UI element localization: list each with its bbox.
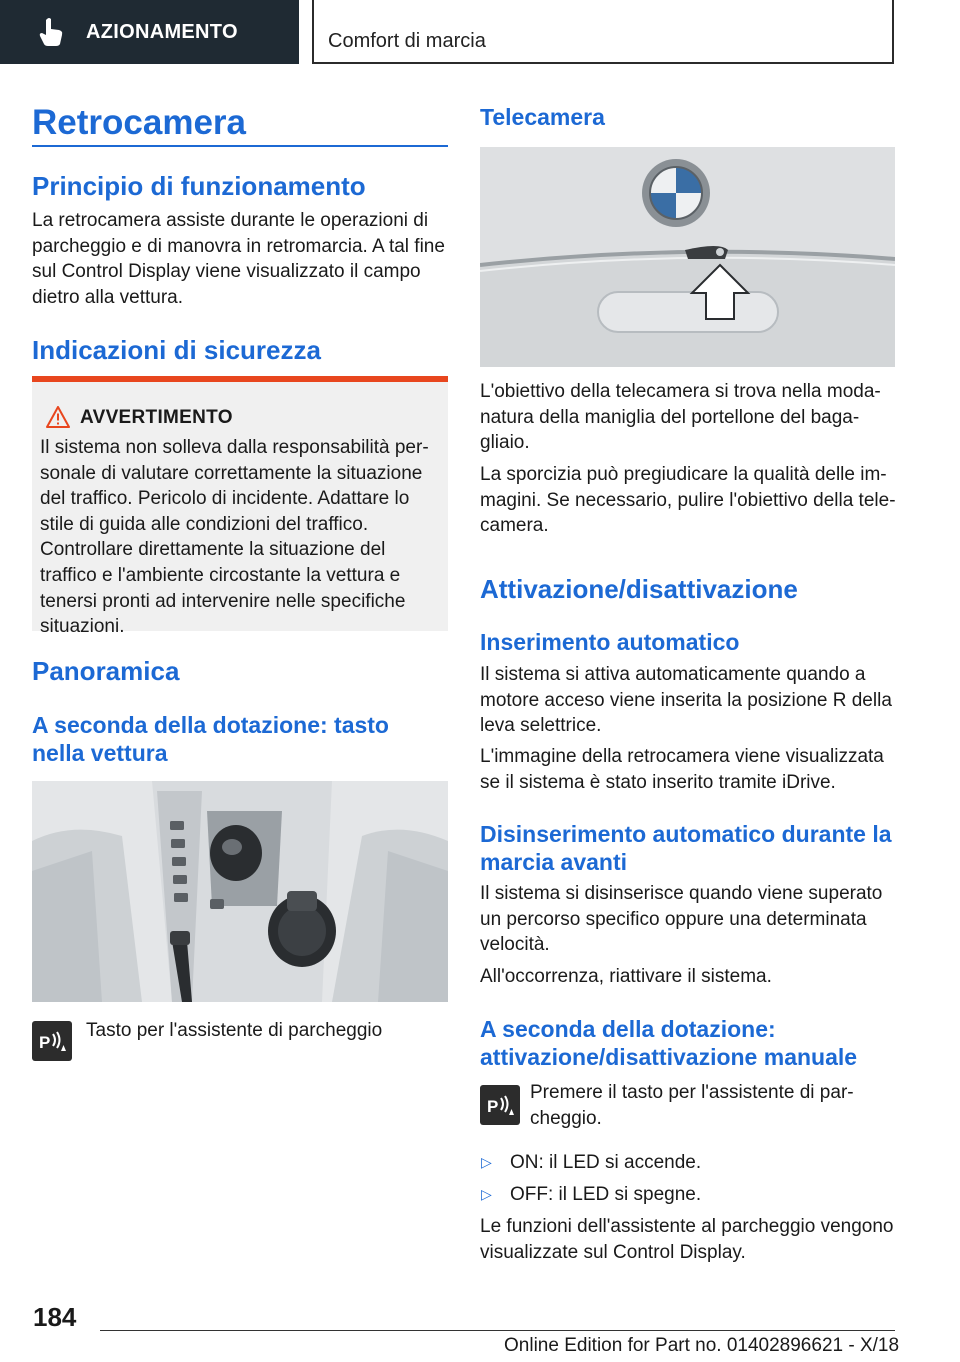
footer-rule xyxy=(100,1330,895,1331)
warning-text: Il sistema non solleva dalla responsabilità personale di valutare correttamente la situazione del traffico. Pericolo di incidente. Adattare lo stile di guida alle condizioni del traffico. Controllare direttamente la situazione del traffico e l'ambiente circostante la vettura e tenersi pronti ad intervenire nelle specifiche situazioni. xyxy=(40,437,429,638)
auto-off-text-2: All'occorrenza, riattivare il sistema. xyxy=(480,966,772,987)
auto-off-text-1: Il sistema si disinserisce quando viene superato un percorso specifico oppure una determinata velocità. xyxy=(480,883,883,956)
auto-off-heading: Disinserimento automatico durante la marcia avanti xyxy=(480,821,892,875)
camera-text-2: La sporcizia può pregiudicare la qualità delle immagini. Se necessario, pulire l'obiettivo della telecamera. xyxy=(480,464,896,537)
svg-text:P: P xyxy=(39,1033,51,1052)
activation-heading: Attivazione/disattivazione xyxy=(480,574,798,604)
warning-triangle-icon xyxy=(46,406,70,428)
edition-label: Online Edition for Part no. 01402896621 - X/18 xyxy=(504,1335,900,1356)
overview-heading: Panoramica xyxy=(32,656,180,686)
triangle-bullet-icon: ▷ xyxy=(481,1154,492,1170)
page-number: 184 xyxy=(33,1302,77,1332)
park-assist-icon xyxy=(480,1085,520,1125)
manual-heading: A seconda della dotazione: attivazione/disattivazione manuale xyxy=(480,1016,858,1070)
chapter-box xyxy=(312,0,894,64)
warning-title: AVVERTIMENTO xyxy=(80,407,233,428)
triangle-bullet-icon: ▷ xyxy=(481,1186,492,1202)
warning-box xyxy=(32,376,448,638)
manual-text: Premere il tasto per l'assistente di parcheggio. xyxy=(530,1082,854,1129)
equipment-heading: A seconda della dotazione: tasto nella vettura xyxy=(32,712,389,766)
park-assist-icon xyxy=(32,1021,72,1061)
chapter-label: Comfort di marcia xyxy=(328,30,486,52)
list-item-text: OFF: il LED si spegne. xyxy=(510,1184,702,1205)
title-rule xyxy=(32,145,448,147)
principle-heading: Principio di funzionamento xyxy=(32,171,366,201)
auto-on-text-1: Il sistema si attiva automaticamente quando a motore acceso viene inserita la posizione R della leva selettrice. xyxy=(480,664,892,737)
closing-text: Le funzioni dell'assistente al parcheggio vengono visualizzate sul Control Display. xyxy=(480,1216,894,1263)
principle-text: La retrocamera assiste durante le operazioni di parcheggio e di manovra in retromarcia. A tal fine sul Control Display viene visualizzato il campo dietro alla vettura. xyxy=(32,210,445,308)
button-caption: Tasto per l'assistente di parcheggio xyxy=(86,1020,383,1041)
page-title: Retrocamera xyxy=(32,103,246,142)
section-tab[interactable] xyxy=(0,0,299,64)
hand-pointer-icon xyxy=(38,17,64,47)
center-console-image xyxy=(32,781,448,1002)
rear-camera-image xyxy=(480,147,895,367)
auto-on-heading: Inserimento automatico xyxy=(480,629,740,655)
safety-heading: Indicazioni di sicurezza xyxy=(32,335,321,365)
list-item-text: ON: il LED si accende. xyxy=(510,1152,702,1173)
camera-heading: Telecamera xyxy=(480,104,605,130)
auto-on-text-2: L'immagine della retrocamera viene visualizzata se il sistema è stato inserito tramite iDrive. xyxy=(480,746,884,793)
section-label: AZIONAMENTO xyxy=(86,20,238,43)
camera-text-1: L'obiettivo della telecamera si trova nella modanatura della maniglia del portellone del bagagliaio. xyxy=(480,381,881,454)
svg-text:P: P xyxy=(487,1097,499,1116)
